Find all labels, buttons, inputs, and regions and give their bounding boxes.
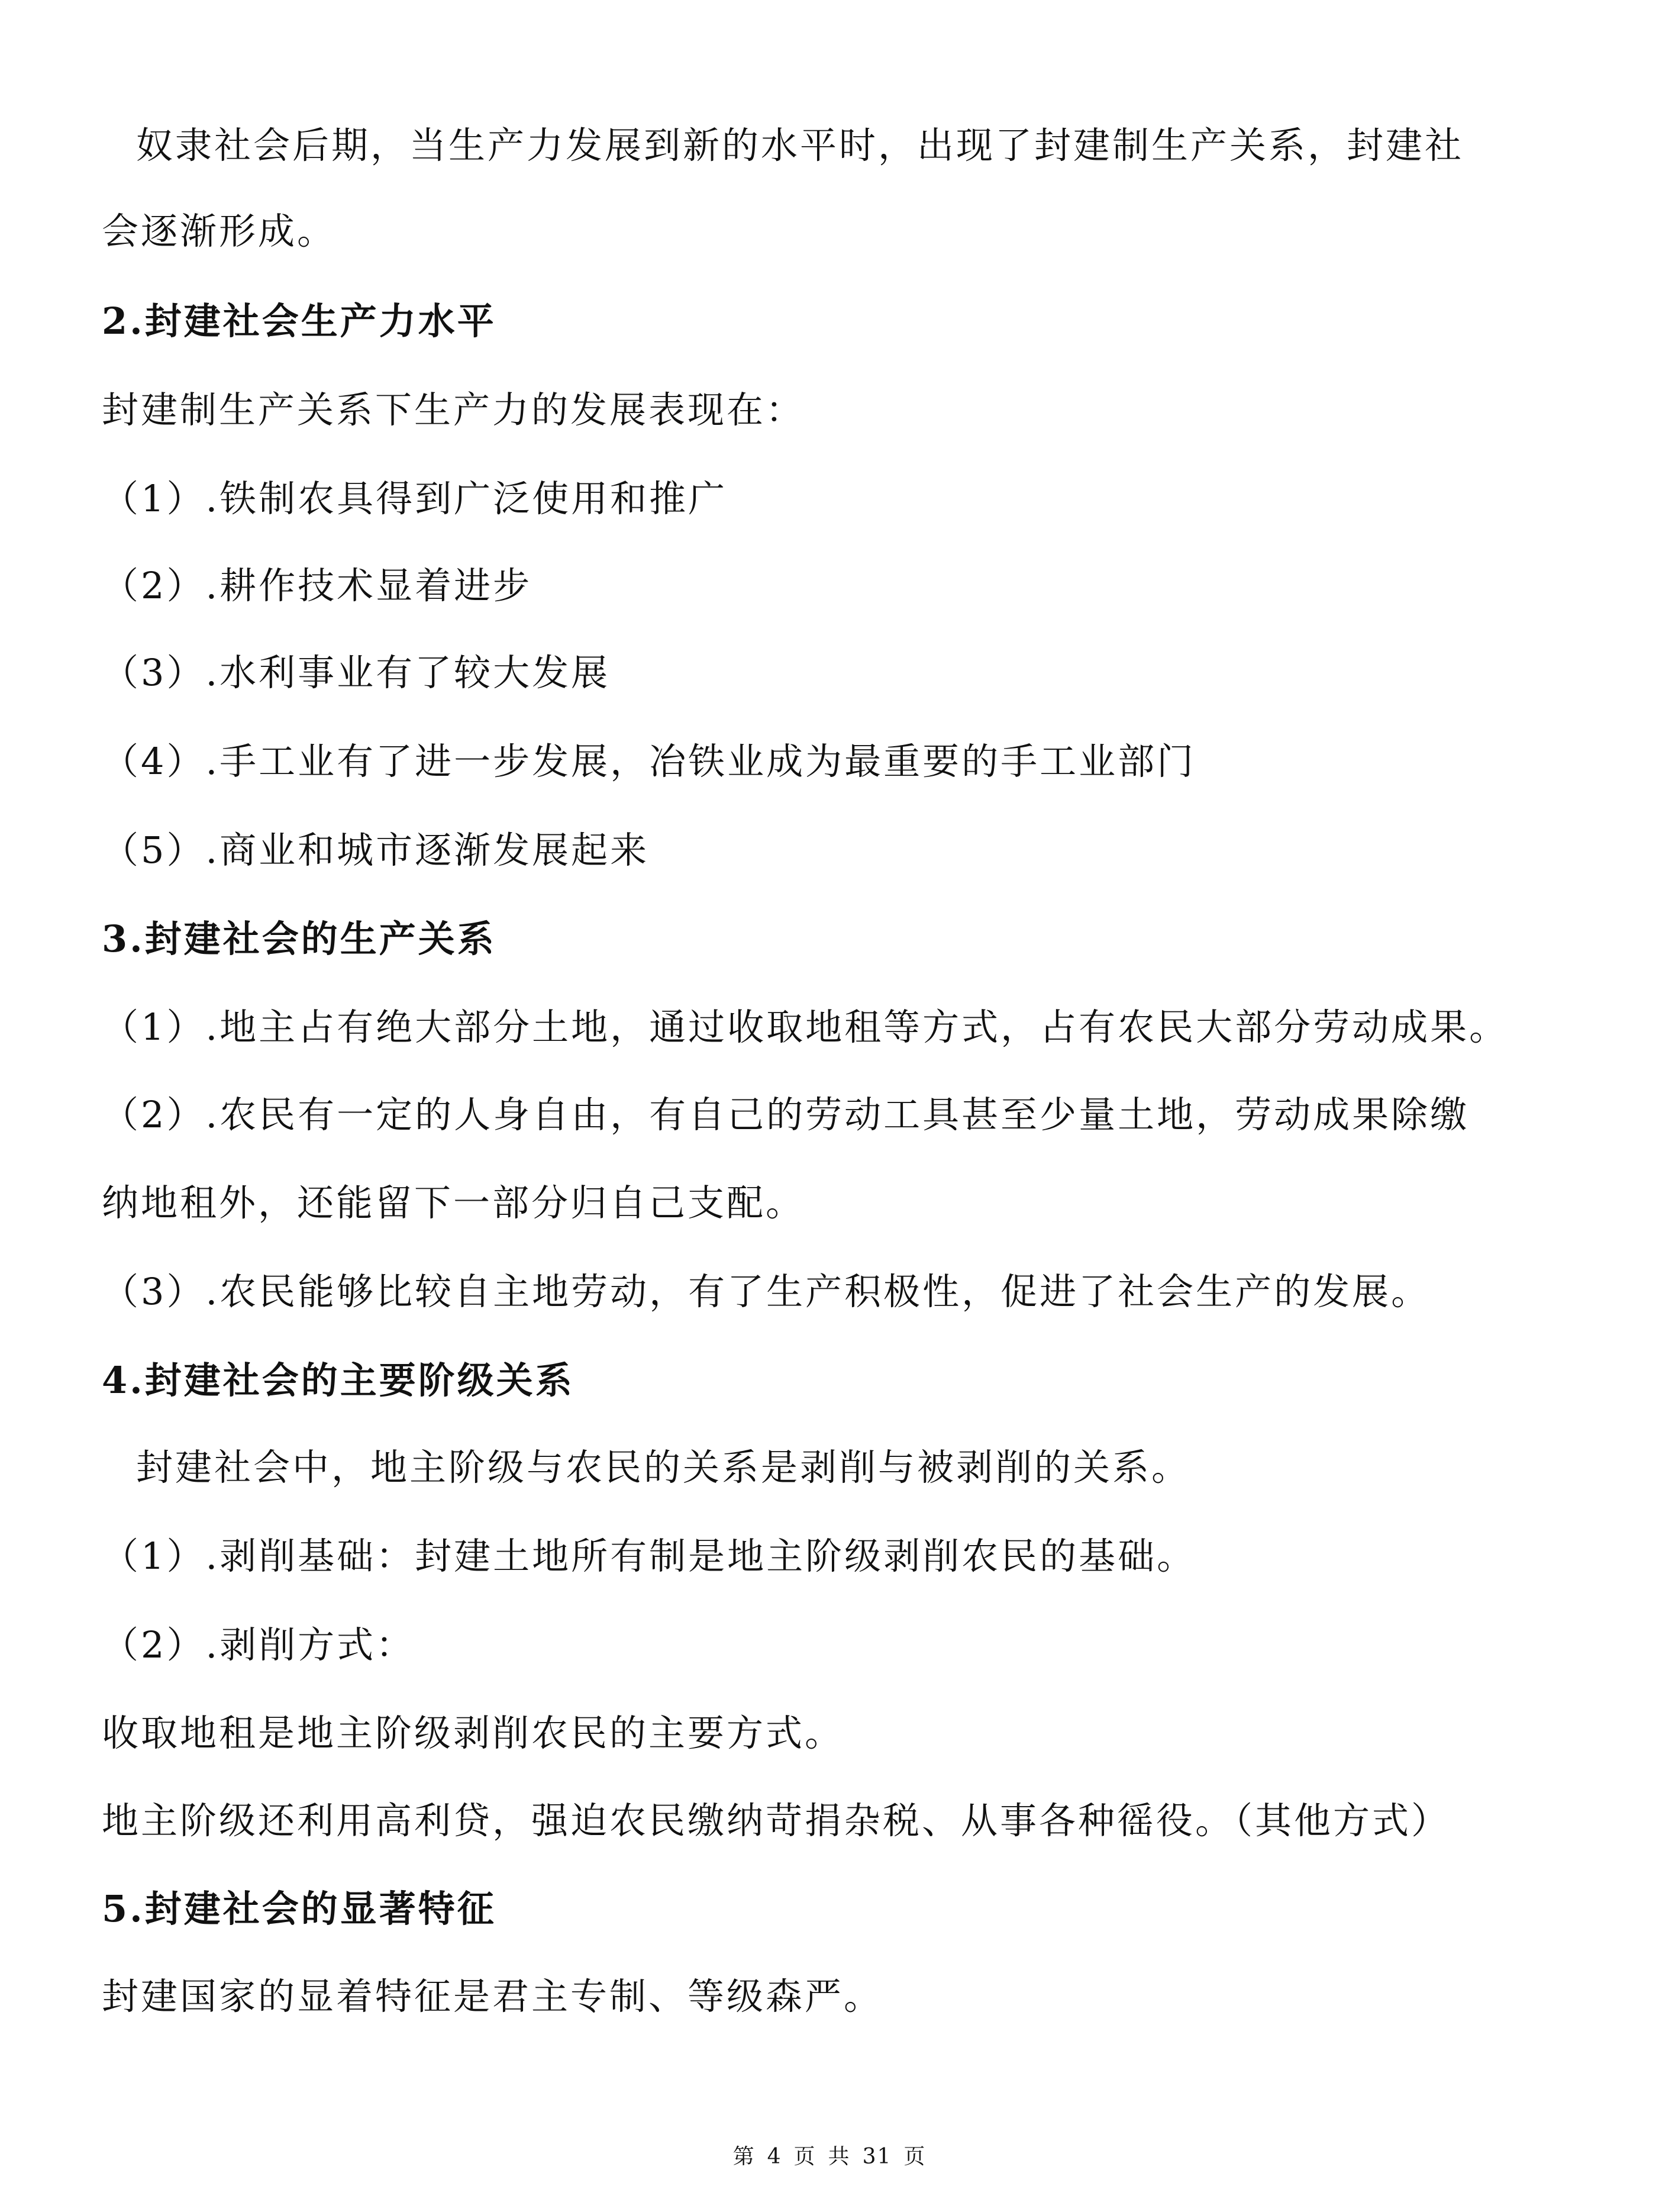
section-heading: 3.封建社会的生产关系 <box>102 917 496 960</box>
section-heading: 4.封建社会的主要阶级关系 <box>102 1359 574 1402</box>
paragraph-line: 封建国家的显着特征是君主专制、等级森严。 <box>102 1975 883 2018</box>
list-item: （1）.铁制农具得到广泛使用和推广 <box>102 477 728 520</box>
footer-prefix: 第 <box>732 2145 756 2169</box>
section-heading: 2.封建社会生产力水平 <box>102 299 496 343</box>
footer-page-word: 页 <box>793 2145 816 2169</box>
footer-suffix: 页 <box>903 2145 927 2169</box>
current-page-number: 4 <box>767 2145 782 2169</box>
paragraph-line: 地主阶级还利用高利贷，强迫农民缴纳苛捐杂税、从事各种徭役。（其他方式） <box>102 1799 1451 1842</box>
list-item: （1）.地主占有绝大部分土地，通过收取地租等方式，占有农民大部分劳动成果。 <box>102 1005 1509 1049</box>
list-item: （3）.水利事业有了较大发展 <box>102 651 611 694</box>
list-item: （1）.剥削基础：封建土地所有制是地主阶级剥削农民的基础。 <box>102 1534 1196 1578</box>
total-pages-number: 31 <box>862 2145 892 2169</box>
paragraph-line: 纳地租外，还能留下一部分归自己支配。 <box>102 1181 805 1224</box>
paragraph-line: 封建社会中，地主阶级与农民的关系是剥削与被剥削的关系。 <box>136 1446 1191 1489</box>
list-item: （5）.商业和城市逐渐发展起来 <box>102 828 650 872</box>
list-item: （2）.剥削方式： <box>102 1623 415 1666</box>
paragraph-line: 会逐渐形成。 <box>102 209 337 253</box>
page-footer <box>0 2142 1659 2172</box>
list-item: （2）.农民有一定的人身自由，有自己的劳动工具甚至少量土地，劳动成果除缴 <box>102 1093 1470 1136</box>
list-item: （4）.手工业有了进一步发展，冶铁业成为最重要的手工业部门 <box>102 740 1196 783</box>
list-item: （3）.农民能够比较自主地劳动，有了生产积极性，促进了社会生产的发展。 <box>102 1270 1431 1313</box>
section-heading: 5.封建社会的显著特征 <box>102 1887 496 1930</box>
list-item: （2）.耕作技术显着进步 <box>102 564 532 607</box>
paragraph-line: 奴隶社会后期，当生产力发展到新的水平时，出现了封建制生产关系，封建社 <box>136 124 1464 167</box>
paragraph-line: 收取地租是地主阶级剥削农民的主要方式。 <box>102 1711 844 1755</box>
paragraph-line: 封建制生产关系下生产力的发展表现在： <box>102 388 805 431</box>
footer-total-word: 共 <box>828 2145 851 2169</box>
